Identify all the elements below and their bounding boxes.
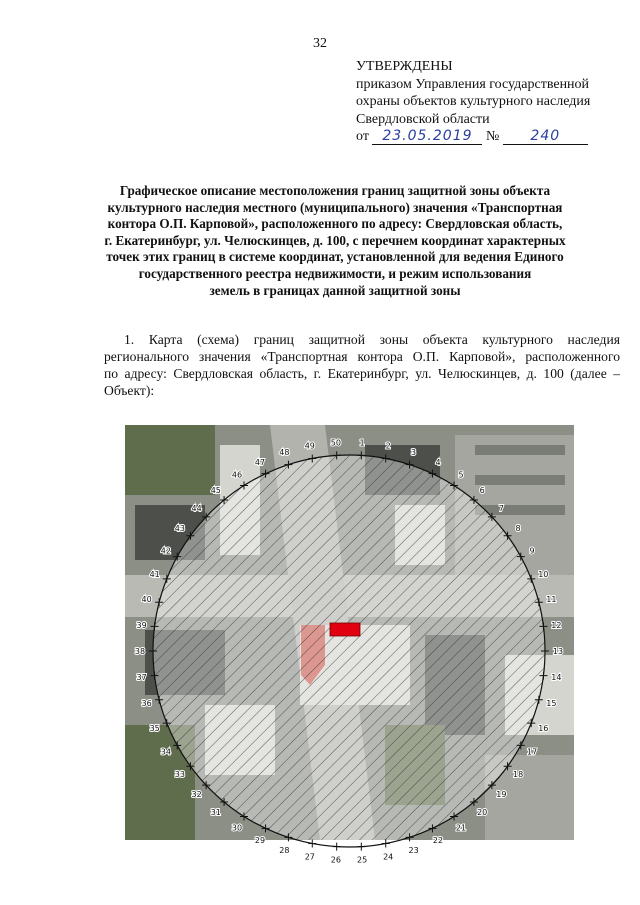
approval-line-3: Свердловской области — [356, 111, 490, 127]
boundary-point-label: 2 — [385, 441, 391, 451]
boundary-point-label: 22 — [432, 836, 444, 846]
boundary-point-label: 23 — [408, 845, 419, 855]
paragraph-line: регионального значения «Транспортная контора О.П. Карповой», расположенного — [104, 349, 620, 364]
boundary-point-label: 19 — [496, 790, 507, 800]
boundary-point-label: 10 — [538, 570, 549, 580]
number-value: 240 — [530, 128, 561, 144]
boundary-point-label: 13 — [552, 647, 564, 656]
parking-row — [475, 475, 565, 485]
boundary-point-label: 15 — [546, 699, 557, 708]
boundary-point-label: 5 — [458, 470, 464, 480]
boundary-point-label: 47 — [254, 457, 266, 467]
approval-heading: УТВЕРЖДЕНЫ — [356, 59, 453, 74]
title-line: г. Екатеринбург, ул. Челюскинцев, д. 100, с перечнем координат характерных — [104, 232, 566, 248]
boundary-point-label: 43 — [174, 524, 185, 534]
boundary-point-label: 24 — [383, 852, 394, 862]
boundary-point-label: 18 — [513, 769, 524, 779]
greenery — [125, 425, 215, 495]
parking-row — [475, 445, 565, 455]
boundary-point-label: 25 — [357, 855, 368, 865]
boundary-point-label: 26 — [330, 855, 341, 865]
protection-zone-map — [125, 425, 574, 865]
paragraph-line: 1. Карта (схема) границ защитной зоны объекта культурного наследия — [124, 332, 620, 347]
boundary-point-label: 17 — [527, 747, 538, 757]
paragraph-line: Объект): — [104, 383, 155, 398]
boundary-point-label: 33 — [174, 769, 185, 779]
title-line: государственного реестра недвижимости, и режим использования — [138, 265, 532, 281]
title-line: культурного наследия местного (муниципального) значения «Транспортная — [107, 199, 563, 215]
map-svg — [125, 425, 574, 865]
boundary-point-label: 45 — [210, 486, 221, 495]
heritage-object — [330, 623, 360, 636]
boundary-point-label: 46 — [231, 470, 243, 480]
boundary-point-label: 34 — [160, 747, 171, 757]
approval-stamp — [356, 58, 631, 146]
boundary-point-label: 12 — [551, 620, 562, 630]
boundary-point-label: 50 — [330, 438, 341, 448]
boundary-point-label: 31 — [210, 808, 221, 817]
boundary-point-label: 42 — [160, 546, 171, 556]
boundary-point-label: 4 — [435, 457, 441, 467]
boundary-point-label: 1 — [359, 438, 365, 448]
boundary-point-label: 20 — [477, 808, 488, 817]
boundary-point-label: 44 — [191, 503, 202, 513]
boundary-point-label: 28 — [279, 845, 290, 855]
paragraph-1 — [104, 331, 620, 399]
date-prefix: от — [356, 129, 369, 144]
title-line: Графическое описание местоположения границ защитной зоны объекта — [119, 183, 551, 198]
page-number: 32 — [313, 36, 327, 51]
boundary-point-label: 37 — [136, 673, 147, 683]
boundary-point-label: 39 — [136, 620, 147, 630]
boundary-point-label: 30 — [231, 823, 243, 833]
document-title — [50, 183, 620, 299]
date-field — [372, 129, 482, 145]
boundary-point-label: 40 — [141, 595, 152, 604]
date-value: 23.05.2019 — [382, 128, 473, 144]
boundary-point-label: 16 — [538, 723, 549, 733]
title-line: точек этих границ в системе координат, установленной для ведения Единого — [106, 249, 564, 265]
number-field — [503, 129, 588, 145]
approval-line-1: приказом Управления государственной — [356, 76, 590, 92]
boundary-point-label: 36 — [141, 699, 152, 708]
title-line: контора О.П. Карповой», расположенного по адресу: Свердловская область, — [107, 216, 563, 232]
boundary-point-label: 21 — [455, 823, 467, 833]
number-prefix: № — [485, 129, 500, 144]
title-line: земель в границах данной защитной зоны — [209, 282, 461, 298]
boundary-point-label: 38 — [134, 647, 146, 656]
boundary-point-label: 41 — [149, 570, 160, 580]
boundary-point-label: 32 — [191, 790, 202, 800]
boundary-point-label: 35 — [149, 723, 160, 733]
boundary-point-label: 48 — [279, 448, 290, 458]
boundary-point-label: 14 — [551, 673, 562, 683]
paragraph-line: по адресу: Свердловская область, г. Екатеринбург, ул. Челюскинцев, д. 100 (далее – — [104, 366, 620, 381]
boundary-point-label: 7 — [498, 503, 504, 513]
boundary-point-label: 6 — [479, 486, 485, 495]
boundary-point-label: 11 — [546, 595, 557, 604]
boundary-point-label: 49 — [304, 441, 315, 451]
boundary-point-label: 3 — [411, 448, 417, 458]
approval-date-line — [356, 128, 631, 146]
boundary-point-label: 29 — [254, 836, 266, 846]
boundary-point-label: 27 — [304, 852, 315, 862]
boundary-point-label: 9 — [529, 546, 535, 556]
approval-line-2: охраны объектов культурного наследия — [356, 94, 591, 109]
boundary-point-label: 8 — [515, 524, 521, 534]
